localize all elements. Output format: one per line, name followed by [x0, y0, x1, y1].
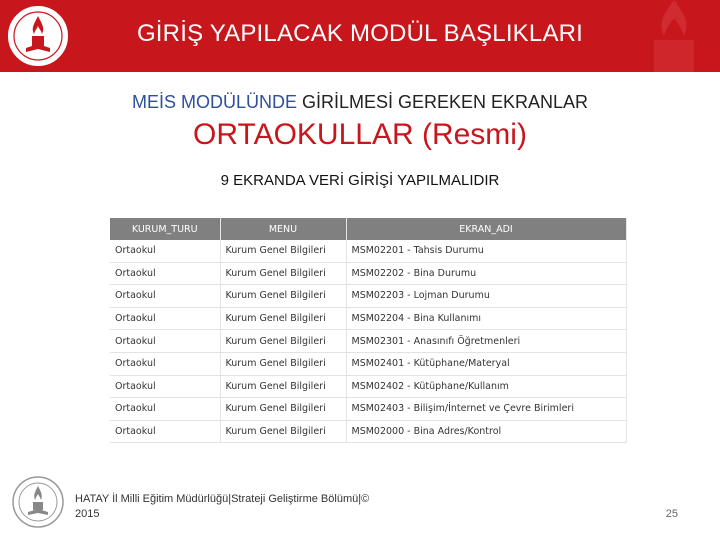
main-title: ORTAOKULLAR (Resmi) [193, 118, 527, 151]
footer-line-1: HATAY İl Milli Eğitim Müdürlüğü|Strateji Geliştirme Bölümü|© [75, 493, 370, 505]
cell-menu: Kurum Genel Bilgileri [220, 330, 346, 353]
cell-ekran-adi: MSM02301 - Anasınıfı Öğretmenleri [346, 330, 626, 353]
cell-ekran-adi: MSM02401 - Kütüphane/Materyal [346, 352, 626, 375]
header-bar [0, 0, 720, 72]
cell-ekran-adi: MSM02403 - Bilişim/İnternet ve Çevre Birimleri [346, 398, 626, 421]
screens-table [110, 218, 626, 443]
table-row [110, 352, 626, 375]
cell-menu: Kurum Genel Bilgileri [220, 352, 346, 375]
cell-menu: Kurum Genel Bilgileri [220, 240, 346, 262]
table-row [110, 285, 626, 308]
page-number: 25 [665, 508, 678, 520]
column-header-ekran-adi: EKRAN_ADI [346, 218, 626, 240]
subtitle-module: MEİS MODÜLÜNDE [131, 92, 297, 112]
subtitle-rest: GİRİLMESİ GEREKEN EKRANLAR [296, 92, 589, 112]
cell-menu: Kurum Genel Bilgileri [220, 307, 346, 330]
cell-kurum-turu: Ortaokul [110, 352, 220, 375]
cell-kurum-turu: Ortaokul [110, 240, 220, 262]
table-row [110, 330, 626, 353]
cell-kurum-turu: Ortaokul [110, 375, 220, 398]
cell-kurum-turu: Ortaokul [110, 420, 220, 443]
page-header-title: GİRİŞ YAPILACAK MODÜL BAŞLIKLARI [136, 20, 584, 47]
table-header-row [110, 218, 626, 240]
table-row [110, 375, 626, 398]
cell-kurum-turu: Ortaokul [110, 262, 220, 285]
cell-kurum-turu: Ortaokul [110, 285, 220, 308]
footer-line-2: 2015 [75, 508, 100, 520]
cell-menu: Kurum Genel Bilgileri [220, 262, 346, 285]
cell-menu: Kurum Genel Bilgileri [220, 398, 346, 421]
column-header-kurum-turu: KURUM_TURU [110, 218, 220, 240]
cell-kurum-turu: Ortaokul [110, 307, 220, 330]
cell-menu: Kurum Genel Bilgileri [220, 420, 346, 443]
table-row [110, 398, 626, 421]
data-entry-note: 9 EKRANDA VERİ GİRİŞİ YAPILMALIDIR [220, 172, 500, 189]
cell-kurum-turu: Ortaokul [110, 398, 220, 421]
flame-watermark-icon [634, 0, 714, 72]
cell-ekran-adi: MSM02203 - Lojman Durumu [346, 285, 626, 308]
footer-text [75, 492, 475, 522]
table-row [110, 307, 626, 330]
column-header-menu: MENU [220, 218, 346, 240]
cell-menu: Kurum Genel Bilgileri [220, 375, 346, 398]
cell-ekran-adi: MSM02000 - Bina Adres/Kontrol [346, 420, 626, 443]
cell-ekran-adi: MSM02202 - Bina Durumu [346, 262, 626, 285]
meb-footer-logo-icon [10, 474, 66, 530]
table-row [110, 240, 626, 262]
subtitle [0, 92, 720, 113]
table-row [110, 420, 626, 443]
cell-ekran-adi: MSM02204 - Bina Kullanımı [346, 307, 626, 330]
cell-kurum-turu: Ortaokul [110, 330, 220, 353]
cell-ekran-adi: MSM02201 - Tahsis Durumu [346, 240, 626, 262]
cell-ekran-adi: MSM02402 - Kütüphane/Kullanım [346, 375, 626, 398]
table-row [110, 262, 626, 285]
cell-menu: Kurum Genel Bilgileri [220, 285, 346, 308]
